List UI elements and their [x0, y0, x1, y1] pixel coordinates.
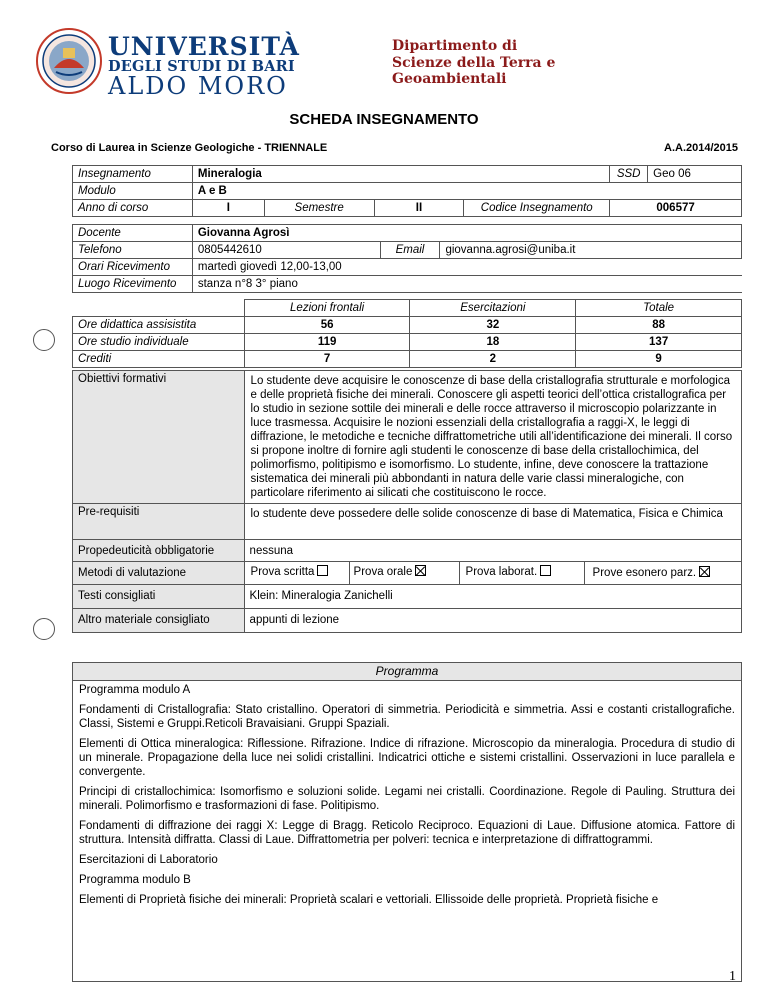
program-paragraph: Programma modulo A: [79, 684, 191, 696]
hours-column-header: Totale: [576, 300, 742, 317]
university-name-line1: UNIVERSITÀ: [108, 32, 300, 61]
page-title: SCHEDA INSEGNAMENTO: [289, 111, 479, 128]
obiettivi-label: Obiettivi formativi: [73, 371, 245, 504]
details-table: [72, 370, 742, 633]
page-number: 1: [729, 969, 736, 984]
hours-cell: 2: [410, 351, 576, 368]
teacher-table: [72, 224, 742, 293]
insegnamento-value: Mineralogia: [192, 166, 609, 183]
hours-cell: 9: [576, 351, 742, 368]
email-label: Email: [380, 242, 440, 259]
university-name-line2: DEGLI STUDI DI BARI: [108, 58, 295, 75]
prova-scritta-checkbox[interactable]: [317, 565, 328, 576]
hours-table: [72, 299, 742, 368]
altro-label: Altro materiale consigliato: [73, 609, 245, 633]
email-value: giovanna.agrosi@uniba.it: [440, 242, 742, 259]
hours-cell: 88: [576, 317, 742, 334]
anno-label: Anno di corso: [73, 200, 193, 217]
hours-row-label: Crediti: [73, 351, 245, 368]
binder-hole-icon: [33, 618, 55, 640]
department-line1: Dipartimento di: [392, 38, 518, 54]
telefono-label: Telefono: [73, 242, 193, 259]
obiettivi-value: Lo studente deve acquisire le conoscenze di base della cristallografia strutturale e morfologica e delle proprietà fisiche dei minerali. Conoscere gli aspetti teorici dell’ottica cristallografica per lo studio in sezione sottile dei minerali e delle rocce attraverso il microscopio polarizzante in luce trasmessa. Acquisire le nozioni essenziali della cristallografia a raggi-X, le leggi di diffrazione, le metodiche e tecniche diffrattometriche utili all’identificazione dei minerali. Il corso si propone inoltre di fornire agli studenti le conoscenze di base della cristallochimica, del polimorfismo, politipismo e isomorfismo. Lo studente, infine, deve conoscere la trattazione sistematica dei minerali più abbondanti in natura delle varie classi mineralogiche, con particolare riferimento ai silicati che costituiscono le rocce.: [244, 371, 741, 504]
table-row: [73, 317, 742, 334]
orari-value: martedì giovedì 12,00-13,00: [192, 259, 741, 276]
department-line2: Scienze della Terra e: [392, 54, 556, 71]
telefono-value: 0805442610: [192, 242, 380, 259]
table-row: [73, 351, 742, 368]
binder-hole-icon: [33, 329, 55, 351]
prerequisiti-value: lo studente deve possedere delle solide conoscenze di base di Matematica, Fisica e Chimica: [244, 504, 741, 540]
hours-cell: 18: [410, 334, 576, 351]
insegnamento-label: Insegnamento: [73, 166, 193, 183]
luogo-value: stanza n°8 3° piano: [192, 276, 741, 293]
department-line3: Geoambientali: [392, 71, 507, 87]
program-paragraph: Programma modulo B: [79, 874, 191, 886]
semestre-value: II: [374, 200, 464, 217]
anno-value: I: [192, 200, 264, 217]
testi-label: Testi consigliati: [73, 585, 245, 609]
hours-row-label: Ore studio individuale: [73, 334, 245, 351]
prova-orale-checkbox[interactable]: [415, 565, 426, 576]
program-paragraph: Elementi di Proprietà fisiche dei minerali: Proprietà scalari e vettoriali. Ellissoide delle proprietà. Proprietà fisiche e: [79, 894, 659, 906]
program-paragraph: Elementi di Ottica mineralogica: Riflessione. Rifrazione. Indice di rifrazione. Microscopio da mineralogia. Procedura di studio di un minerale. Propagazione della luce nei solidi cristallini. Indicatrici ottiche e sistemi cristallini. Osservazioni in luce parallela e convergente.: [79, 738, 735, 778]
program-paragraph: Fondamenti di Cristallografia: Stato cristallino. Operatori di simmetria. Periodicità e simmetria. Assi e costanti cristallografiche. Classi, Sistemi e Gruppi.Reticoli Bravaisiani. Gruppi Spaziali.: [79, 704, 735, 730]
prova-scritta-label: Prova scritta: [250, 566, 315, 578]
university-name-line3: ALDO MORO: [108, 72, 288, 100]
table-row: [73, 334, 742, 351]
prova-laborat-label: Prova laborat.: [465, 566, 538, 578]
department-name: [392, 38, 555, 88]
codice-label: Codice Insegnamento: [464, 200, 610, 217]
course-info-table: [72, 165, 742, 217]
program-paragraph: Fondamenti di diffrazione dei raggi X: Legge di Bragg. Reticolo Reciproco. Equazioni di Laue. Diffusione atomica. Fattore di struttura. Intensità diffratta. Classi di Laue. Diffrattometria per polveri: tecnica e interpretazione di diffrattogrammi.: [79, 820, 735, 846]
prova-orale-label: Prova orale: [353, 566, 413, 578]
propedeuticita-value: nessuna: [244, 540, 741, 562]
orari-label: Orari Ricevimento: [73, 259, 193, 276]
luogo-label: Luogo Ricevimento: [73, 276, 193, 293]
program-section: [72, 662, 742, 982]
docente-label: Docente: [73, 225, 193, 242]
semestre-label: Semestre: [264, 200, 374, 217]
prova-laborat-checkbox[interactable]: [540, 565, 551, 576]
program-heading: Programma: [73, 663, 741, 681]
metodi-label: Metodi di valutazione: [73, 562, 245, 585]
altro-value: appunti di lezione: [244, 609, 741, 633]
hours-column-header: Esercitazioni: [410, 300, 576, 317]
propedeuticita-label: Propedeuticità obbligatorie: [73, 540, 245, 562]
metodi-cell: [244, 562, 741, 585]
hours-cell: 32: [410, 317, 576, 334]
prove-esonero-checkbox[interactable]: [699, 566, 710, 577]
hours-cell: 56: [244, 317, 410, 334]
ssd-value: Geo 06: [648, 166, 742, 183]
program-body: [73, 681, 741, 915]
course-name: Corso di Laurea in Scienze Geologiche - TRIENNALE: [51, 142, 328, 154]
hours-cell: 137: [576, 334, 742, 351]
modulo-label: Modulo: [73, 183, 193, 200]
program-paragraph: Principi di cristallochimica: Isomorfismo e soluzioni solide. Legami nei cristalli. Coordinazione. Regole di Pauling. Struttura dei minerali. Polimorfismo e trasformazioni di fase. Politipismo.: [79, 786, 735, 812]
testi-value: Klein: Mineralogia Zanichelli: [244, 585, 741, 609]
program-paragraph: Esercitazioni di Laboratorio: [79, 854, 218, 866]
hours-cell: 119: [244, 334, 410, 351]
docente-value: Giovanna Agrosì: [192, 225, 741, 242]
academic-year: A.A.2014/2015: [664, 142, 738, 154]
prove-esonero-label: Prove esonero parz.: [592, 566, 697, 579]
hours-column-header: Lezioni frontali: [244, 300, 410, 317]
prerequisiti-label: Pre-requisiti: [73, 504, 245, 540]
university-logo: [36, 28, 300, 100]
codice-value: 006577: [610, 200, 742, 217]
ssd-label: SSD: [610, 166, 648, 183]
hours-row-label: Ore didattica assisistita: [73, 317, 245, 334]
hours-cell: 7: [244, 351, 410, 368]
university-seal-icon: [36, 28, 102, 94]
modulo-value: A e B: [192, 183, 741, 200]
